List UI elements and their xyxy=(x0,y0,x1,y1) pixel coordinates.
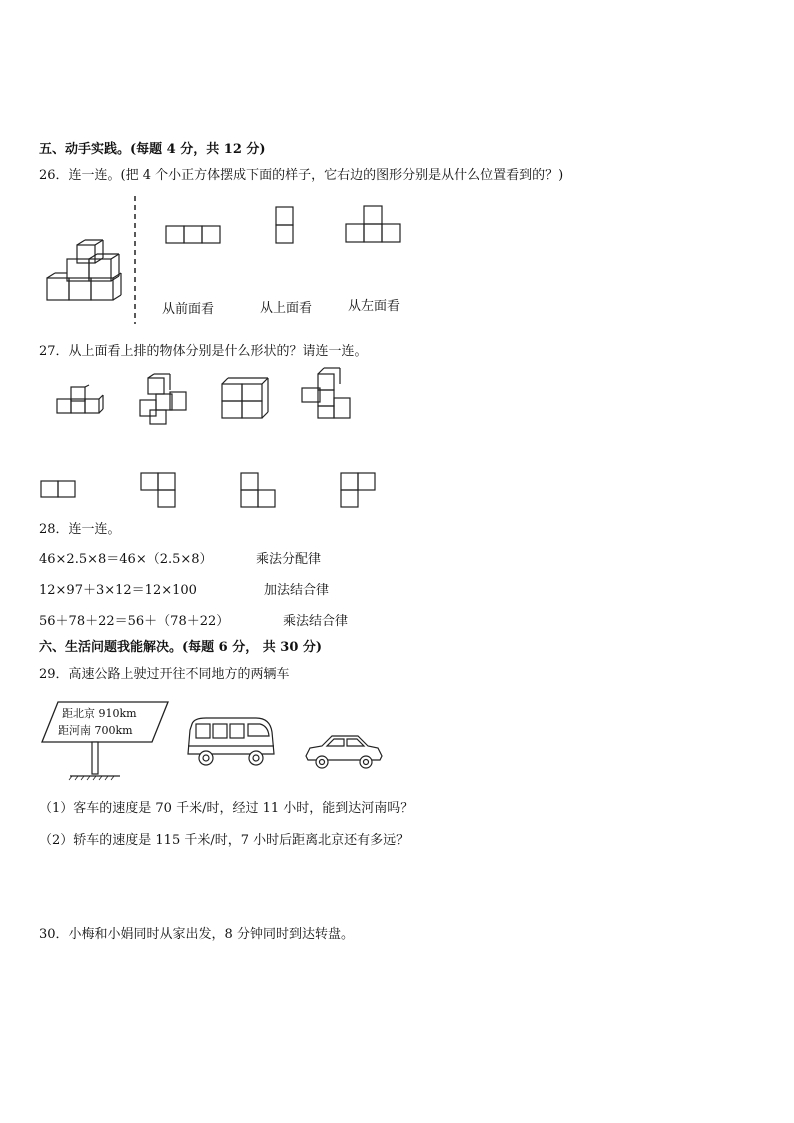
q26-label-top: 从上面看 xyxy=(260,301,313,316)
q28-law-2: 加法结合律 xyxy=(264,583,330,598)
q28-prompt: 28．连一连。 xyxy=(39,522,121,537)
q26-cube-stack-figure xyxy=(45,240,125,304)
q26-label-front: 从前面看 xyxy=(162,302,215,317)
q27-shape-c xyxy=(240,472,276,508)
section5-heading: 五、动手实践。(每题 4 分，共 12 分) xyxy=(39,142,266,157)
q30-prompt: 30．小梅和小娟同时从家出发，8 分钟同时到达转盘。 xyxy=(39,927,354,942)
q27-object-2 xyxy=(136,374,188,426)
q29-sign-line-2: 距河南 700km xyxy=(58,724,133,737)
q27-shape-a xyxy=(40,480,76,498)
q28-equation-1: 46×2.5×8＝46×（2.5×8） xyxy=(39,552,213,567)
q27-shape-b xyxy=(140,472,176,508)
q27-shape-d xyxy=(340,472,376,508)
q27-object-3 xyxy=(220,376,270,420)
q28-equation-3: 56＋78＋22＝56＋（78＋22） xyxy=(39,614,230,629)
q29-car-image xyxy=(302,732,384,772)
q28-law-1: 乘法分配律 xyxy=(256,552,322,567)
q26-prompt: 26．连一连。(把 4 个小正方体摆成下面的样子，它右边的图形分别是从什么位置看到的？) xyxy=(39,168,564,183)
section6-heading: 六、生活问题我能解决。(每题 6 分， 共 30 分) xyxy=(39,640,323,655)
q27-object-1 xyxy=(55,385,105,423)
q26-dashed-divider xyxy=(133,196,137,324)
q28-equation-2: 12×97＋3×12＝12×100 xyxy=(39,583,197,598)
q29-part-2: （2）轿车的速度是 115 千米/时，7 小时后距离北京还有多远？ xyxy=(39,833,410,848)
q29-prompt: 29．高速公路上驶过开往不同地方的两辆车 xyxy=(39,667,290,682)
q28-law-3: 乘法结合律 xyxy=(283,614,349,629)
q27-prompt: 27．从上面看上排的物体分别是什么形状的？请连一连。 xyxy=(39,344,368,359)
q26-label-left: 从左面看 xyxy=(348,299,401,314)
q29-part-1: （1）客车的速度是 70 千米/时，经过 11 小时，能到达河南吗？ xyxy=(39,801,414,816)
q27-object-4 xyxy=(300,368,354,422)
q26-front-view-shape xyxy=(165,225,221,245)
q26-left-view-shape xyxy=(345,205,401,243)
q26-top-view-shape xyxy=(275,206,295,244)
q29-sign-line-1: 距北京 910km xyxy=(62,707,137,720)
q29-bus-image xyxy=(186,716,276,768)
